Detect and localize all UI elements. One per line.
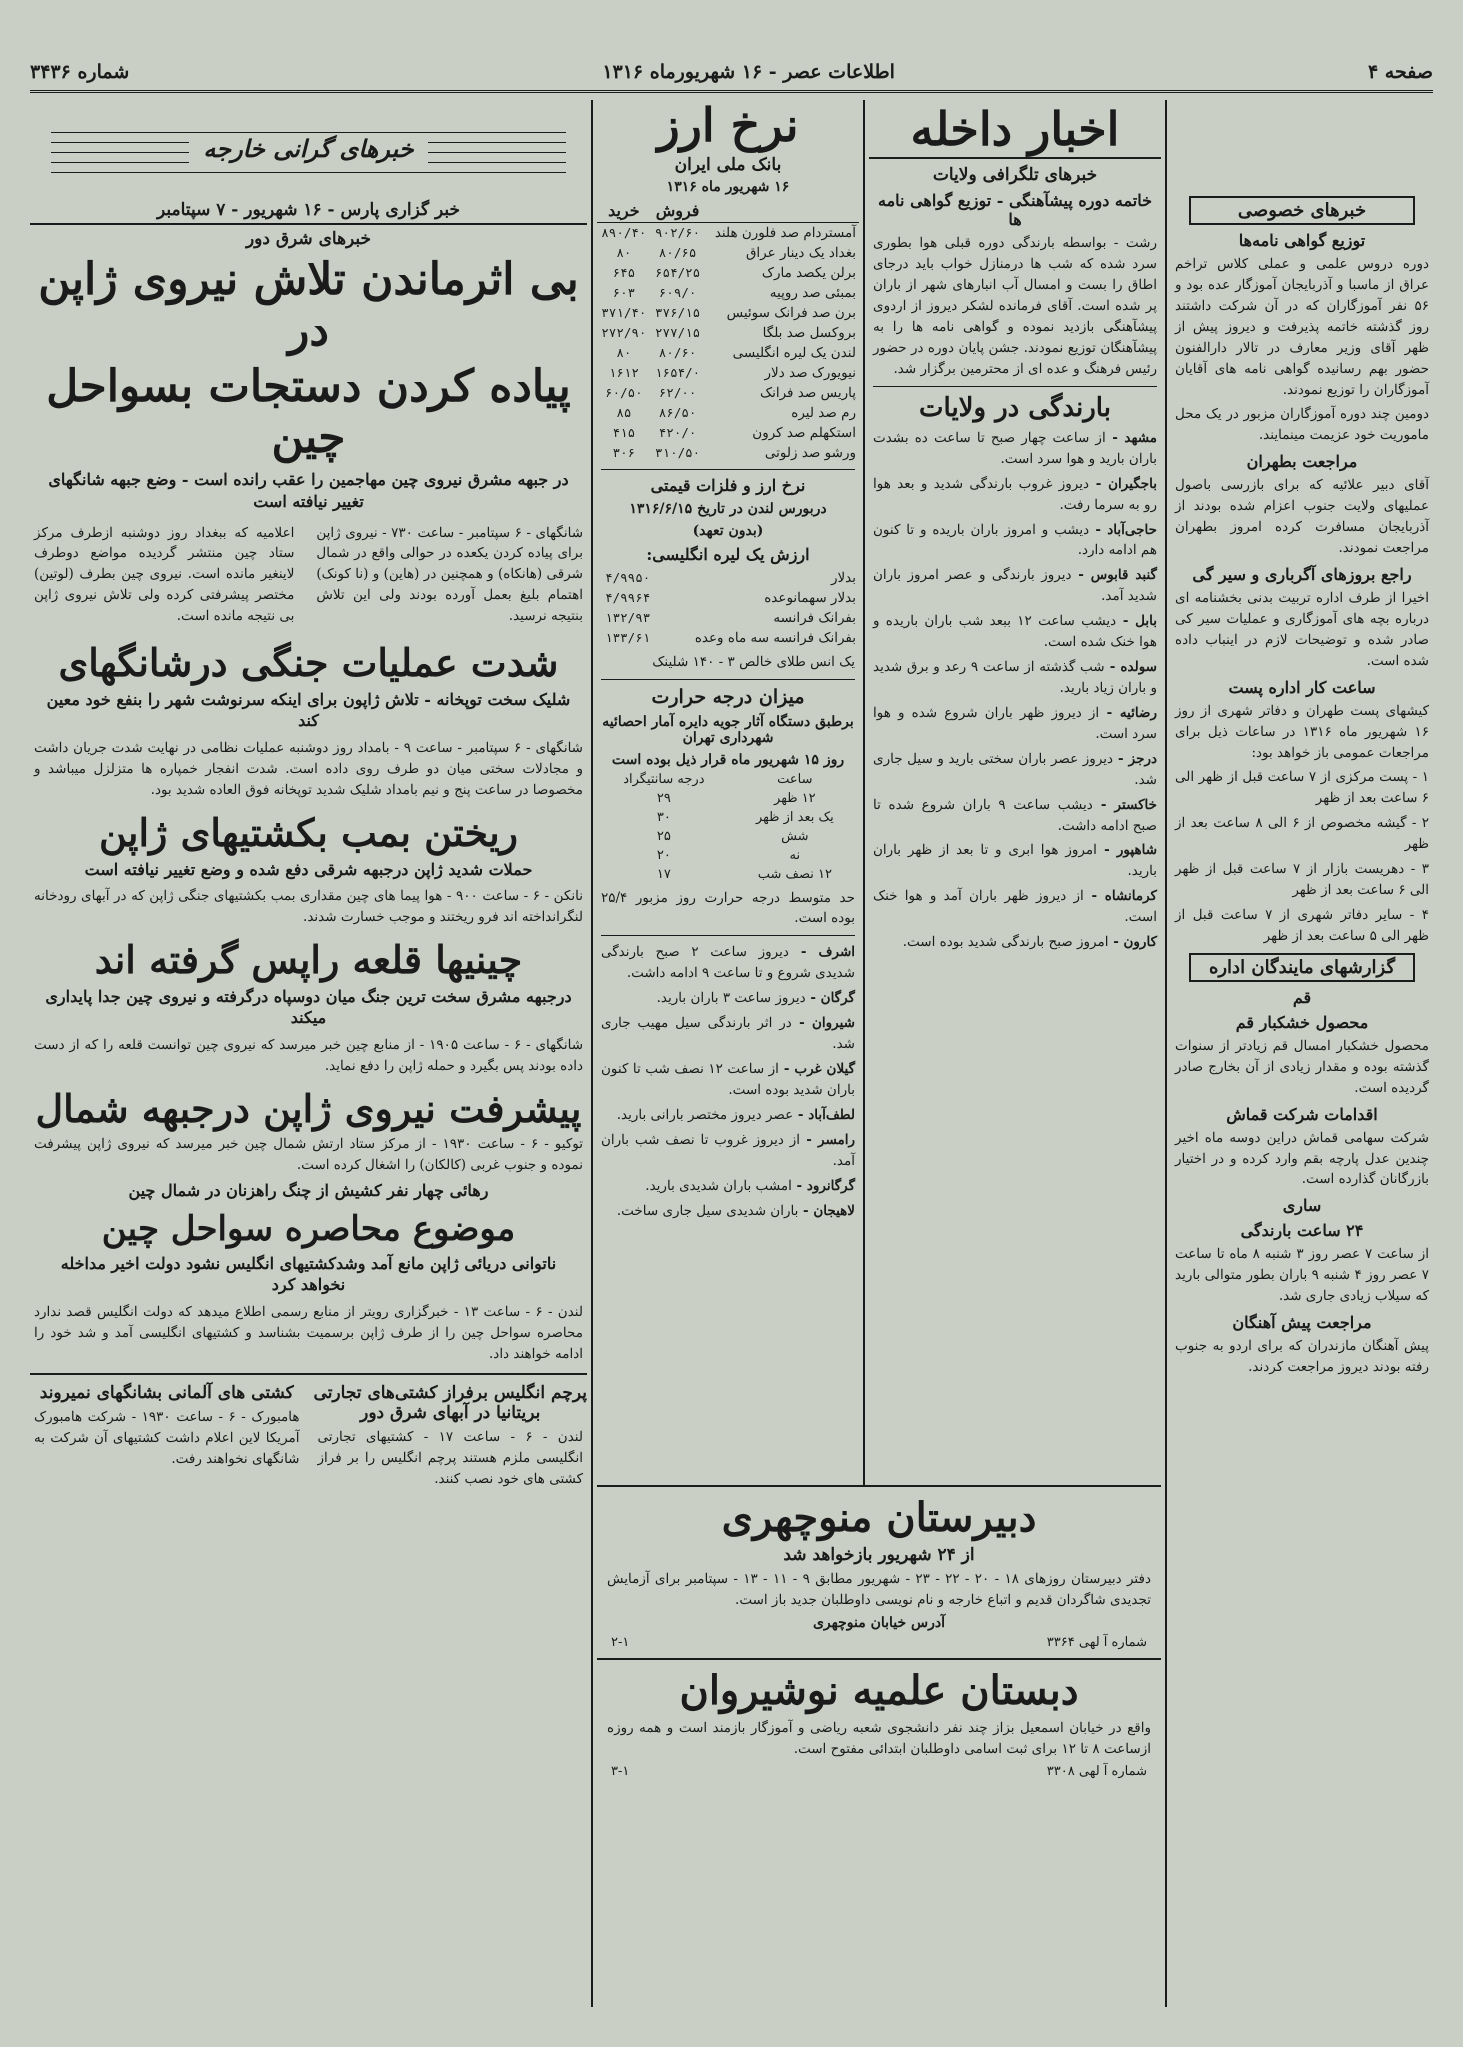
city-report: دیشب ساعت ۹ باران شروع شده تا صبح ادامه داشت. (873, 796, 1157, 834)
rate-sell: ۴۲۰/۰ (658, 425, 697, 441)
city-name: شاهپور - (1096, 842, 1158, 859)
city-name: کارون - (1108, 934, 1157, 951)
rates-date: ۱۶ شهریور ماه ۱۳۱۶ (666, 178, 790, 195)
table-row (597, 283, 859, 303)
list-item (873, 520, 1157, 562)
masthead (30, 54, 1433, 93)
article-body: نانکن - ۶ - ساعت ۹۰۰ - هوا پیما های چین مقداری بمب بکشتیهای جنگی ژاپن که در آبهای رودخانه لنگرانداخته اند فرو ریختند و موجب خسارت شدند. (34, 888, 584, 926)
divider (601, 469, 855, 470)
ad-footer (611, 1764, 1147, 1779)
list-item (873, 840, 1157, 882)
rate-sell: ۳۱۰/۵۰ (655, 445, 701, 461)
ad-manouchehri (597, 1487, 1161, 1658)
city-name: اشرف - (788, 944, 856, 961)
weather-note: حد متوسط درجه حرارت روز مزبور ۲۵/۴ بوده است. (601, 889, 855, 927)
city-report: امروز هوا ابری و تا بعد از ظهر باران بارید. (873, 842, 1157, 880)
rate-sell: ۶۰۹/۰ (658, 285, 697, 301)
rate-sell: ۶۵۴/۲۵ (655, 265, 701, 281)
city-report: دیشب ساعت ۱۲ ببعد شب باران باریده و هوا خنک شده است. (873, 613, 1157, 651)
col-header: درجه سانتیگراد (623, 771, 705, 787)
item-title: ۲۴ ساعت بارندگی (1240, 1221, 1364, 1241)
item-title: (بدون تعهد) (692, 522, 764, 539)
city-report: شب گذشته از ساعت ۹ رعد و برق شدید و باران زیاد بارید. (873, 659, 1157, 696)
city-report: دیروز عصر باران سختی بارید و سیل جاری شد. (873, 750, 1157, 788)
ad-number: شماره آ لهی ۳۳۰۸ (1046, 1763, 1147, 1779)
city-report: دیروز غروب بارندگی شدید و بعد هوا رو به سرما رفت. (873, 475, 1157, 513)
headline-deck: در جبهه مشرق نیروی چین مهاجمین را عقب رانده است - وضع جبهه شانگهای تغییر نیافته است (48, 470, 569, 511)
city-report: از دیروز ظهر باران شروع شده و هوا سرد است. (873, 704, 1157, 742)
article-body: شانگهای - ۶ سپتامبر - ساعت ۷۳۰ - نیروی ژاپن برای پیاده کردن یکعده در حوالی واقع در شمال شرقی (هانکاه) و همچنین در (هاین) و (نا کونک) اهتمام بلیغ بعمل آورده بودند ولی این تلاش بنتیجه نرسید. (316, 524, 584, 625)
pound-value: ۱۳۲/۹۳ (605, 610, 651, 626)
table-row (597, 263, 859, 283)
ads-area (597, 1485, 1161, 2007)
rate-sell: ۸۰/۶۵ (658, 245, 697, 261)
pound-label: بفرانک فرانسه (773, 609, 856, 626)
rate-currency: استکهلم صد کرون (752, 424, 856, 441)
item-title: دربورس لندن در تاریخ ۱۳۱۶/۶/۱۵ (629, 500, 827, 517)
rate-sell: ۲۷۷/۱۵ (655, 325, 701, 341)
table-row (597, 363, 859, 383)
rates-title: نرخ ارز (657, 100, 799, 152)
table-row (597, 588, 859, 608)
headline: موضوع محاصره سواحل چین (101, 1208, 516, 1249)
brief-body: لندن - ۶ - ساعت ۱۷ - کشتیهای تجارتی انگلیسی ملزم هستند پرچم انگلیس را بر فراز کشتی های خود نصب کنند. (317, 1428, 583, 1487)
temperature-table (597, 770, 859, 884)
city-name: کرمانشاه - (1083, 888, 1157, 905)
rate-currency: ورشو صد زلوتی (764, 444, 856, 461)
temp-time: نه (789, 847, 801, 863)
item-body: رشت - بواسطه بارندگی دوره قبلی هوا بطوری سرد شده که شب ها درمنازل خواب باید درجای اطاق را بست و امسال آب انبارهای شهر از باران پر شده است. آقای فرمانده لشکر دیروز از اردوی پیشآهنگی بازدید نموده و گواهی نامه ها را به پیشآهنگان توزیع نمودند. جشن پایان دوره در حضور رئیس فرهنگ و عده ای از محترمین برگزار شد. (873, 235, 1157, 377)
list-item (873, 428, 1157, 470)
item-body: اخیرا از طرف اداره تربیت بدنی بخشنامه ای درباره بچه های آموزگاری و عملیات سیر کی صادر شده و توضیحات لازم در اینباب داده شده است. (1175, 589, 1429, 669)
headline-deck: حملات شدید ژاپن درجبهه شرقی دفع شده و وضع تغییر نیافته است (84, 859, 533, 879)
pound-label: بدلار (830, 569, 856, 586)
list-item (873, 795, 1157, 837)
city-report: از ساعت ۱۲ نصف شب تا کنون باران شدید بوده است. (601, 1060, 855, 1098)
temp-time: شش (781, 828, 809, 844)
headline-deck: رهائی چهار نفر کشیش از چنگ راهزنان در شمال چین (128, 1181, 489, 1201)
item-body: از ساعت ۷ عصر روز ۳ شنبه ۸ ماه تا ساعت ۷ عصر روز ۴ شنبه ۹ باران بطور متوالی بارید که سیلاب زیادی جاری شد. (1175, 1246, 1429, 1305)
rate-buy: ۲۷۲/۹۰ (601, 325, 647, 341)
headline: بی اثرماندن تلاش نیروی ژاپن در (38, 254, 579, 356)
temp-value: ۲۹ (656, 790, 671, 806)
table-row (597, 383, 859, 403)
city-report: از دیروز ظهر باران آمد و هوا خنک است. (873, 888, 1157, 926)
bank-name: بانک ملی ایران (674, 154, 782, 175)
temp-value: ۳۰ (656, 809, 671, 825)
rate-currency: بمبئی صد روپیه (769, 284, 856, 301)
headline: پیاده کردن دستجات بسواحل چین (46, 361, 571, 463)
weather-date: روز ۱۵ شهریور ماه قرار ذیل بوده است (611, 751, 845, 768)
article-body: لندن - ۶ - ساعت ۱۳ - خبرگزاری رویتر از منابع رسمی اطلاع میدهد که دولت انگلیس قصد ندارد محاصره سواحل چین را از طرف ژاپن برسمیت بشناسد و کشتیهای انگلیسی آمد و شد خود را ادامه خواهند داد. (34, 1304, 583, 1362)
table-row (597, 827, 859, 846)
divider (601, 679, 855, 680)
city-name: لطف‌آباد - (793, 1106, 855, 1123)
pound-table (597, 568, 859, 648)
dateline: خبر گزاری پارس - ۱۶ شهریور - ۷ سپتامبر (30, 200, 587, 225)
rate-sell: ۶۲/۰۰ (658, 385, 697, 401)
item-title: راجع بروزهای آگرباری و سیر گی (1192, 564, 1412, 584)
rate-currency: بغداد یک دینار عراق (745, 244, 856, 261)
section-label: خبرهای تلگرافی ولایات (932, 165, 1098, 186)
rate-buy: ۶۴۵ (612, 265, 636, 281)
headline-deck: شلیک سخت توپخانه - تلاش ژاپون برای اینکه سرنوشت شهر را بنفع خود معین کند (46, 689, 571, 731)
rate-currency: پاریس صد فرانک (760, 384, 856, 401)
item-body: دومین چند دوره آموزگاران مزبور در یک محل ماموریت خود عزیمت مینمایند. (1175, 406, 1429, 444)
ad-address: آدرس خیابان منوچهری (812, 1614, 946, 1631)
list-item (873, 886, 1157, 928)
rate-buy: ۸۰ (616, 345, 632, 361)
section-label: گزارشهای مایندگان اداره (1189, 953, 1415, 982)
city-name: بابل - (1116, 613, 1158, 630)
city-report: دیروز بارندگی و عصر امروز باران شدید آمد. (873, 567, 1157, 605)
city-report: از دیروز غروب تا نصف شب باران آمد. (601, 1131, 855, 1169)
rate-currency: برلن یکصد مارک (761, 264, 856, 281)
city-name: رضائیه - (1099, 704, 1157, 721)
item-body: کیشهای پست طهران و دفاتر شهری از روز ۱۶ شهریور ماه ۱۳۱۶ در ساعات ذیل برای مراجعات عمومی باز خواهد بود: (1175, 702, 1430, 761)
article-body: شانگهای - ۶ - ساعت ۱۹۰۵ - از منابع چین خبر میرسد که نیروی چین توانست قلعه را که از دست داده بودند پس بگیرد و حمله ژاپن را دفع نماید. (34, 1036, 584, 1074)
rate-sell: ۱۶۵۴/۰ (655, 365, 701, 381)
col-header: خرید (597, 199, 651, 223)
list-item (601, 1013, 855, 1055)
city-report: در اثر بارندگی سیل مهیب جاری شد. (601, 1015, 855, 1053)
ad-code: ۳-۱ (611, 1763, 630, 1779)
item-body: پیش آهنگان مازندران که برای اردو به جنوب رفته بودند دیروز مراجعت کردند. (1175, 1338, 1429, 1376)
city-name: گرگانرود - (791, 1177, 855, 1194)
rate-sell: ۸۶/۵۰ (658, 405, 697, 421)
rate-buy: ۶۰/۵۰ (605, 385, 643, 401)
column-rule (591, 100, 593, 2007)
list-item (601, 1059, 855, 1101)
city-name: گنبد قابوس - (1071, 567, 1157, 584)
col-header (704, 199, 859, 223)
temp-time: ۱۲ نصف شب (757, 866, 832, 882)
item-title: قم (1292, 987, 1312, 1007)
item-title: ساری (1282, 1196, 1322, 1216)
rate-currency: لندن یک لیره انگلیسی (732, 344, 856, 361)
ad-number: شماره آ لهی ۳۳۶۴ (1046, 1634, 1147, 1650)
table-row (597, 303, 859, 323)
city-report: امشب باران شدیدی بارید. (645, 1177, 792, 1194)
list-item: ۲ - گیشه مخصوص از ۶ الی ۸ ساعت بعد از ظهر (1175, 815, 1429, 853)
rate-sell: ۸۰/۶۰ (658, 345, 697, 361)
col-header: فروش (651, 199, 705, 223)
table-row (597, 568, 859, 588)
city-name: سولده - (1104, 659, 1157, 676)
list-item (601, 1105, 855, 1126)
city-report: باران شدیدی سیل جاری ساخت. (616, 1202, 799, 1219)
rate-buy: ۸۵ (616, 405, 632, 421)
article-body: توکیو - ۶ - ساعت ۱۹۳۰ - از مرکز ستاد ارتش شمال چین خبر میرسد که نیروی ژاپن پیشرفت نموده و جنوب غربی (کالکان) را اشغال کرده است. (34, 1136, 584, 1174)
rate-currency: رم صد لیره (791, 404, 856, 421)
rate-buy: ۸۰ (616, 245, 632, 261)
section-label: خبرهای شرق دور (245, 229, 372, 249)
city-name: خاکستر - (1092, 796, 1157, 813)
brief-body: هامبورک - ۶ - ساعت ۱۹۳۰ - شرکت هامبورک آمریکا لاین اعلام داشت کشتیهای آن شرکت به شانگهای نخواهند رفت. (34, 1408, 300, 1467)
table-row (597, 443, 859, 463)
table-row (597, 608, 859, 628)
headline: چینیها قلعه راپس گرفته اند (94, 936, 523, 982)
rate-sell: ۹۰۲/۶۰ (655, 225, 701, 241)
weather-sub: برطبق دستگاه آثار جویه دایره آمار احصائیه شهرداری تهران (602, 713, 854, 746)
rate-currency: برن صد فرانک سوئیس (726, 304, 856, 321)
table-row (597, 789, 859, 808)
pound-label: بدلار سهمانوعده (764, 589, 856, 606)
rates-table (597, 199, 859, 463)
item-body: آقای دبیر علائیه که برای بازرسی باصول عملیهای ولایت جنوب اعزام شده بودند از آذربایجان مسافرت کرده امروز بطهران مراجعت نمودند. (1175, 477, 1429, 557)
city-report: دیروز ساعت ۳ باران بارید. (656, 990, 806, 1007)
list-item (601, 1176, 855, 1197)
list-item: ۱ - پست مرکزی از ۷ ساعت قبل از ظهر الی ۶ ساعت بعد از ظهر (1175, 769, 1429, 807)
item-title: ساعت کار اداره پست (1228, 677, 1376, 697)
list-item (873, 565, 1157, 607)
list-item (873, 703, 1157, 745)
temp-value: ۲۵ (656, 828, 671, 844)
temp-time: ۱۲ ظهر (774, 790, 816, 806)
ad-body: دفتر دبیرستان روزهای ۱۸ - ۲۰ - ۲۲ - ۲۳ - شهریور مطابق ۹ - ۱۱ - ۱۳ - سپتامبر برای آزمایش تجدیدی شاگردان قدیم و اتباع خارجه و نام نویسی داوطلبان جدید باز است. (607, 1571, 1151, 1608)
paper-title: اطلاعات عصر - ۱۶ شهریورماه ۱۳۱۶ (602, 61, 895, 83)
rate-buy: ۴۱۵ (612, 425, 636, 441)
rate-buy: ۶۰۳ (612, 285, 636, 301)
city-report: دیشب و امروز باران باریده و تا کنون هم ادامه دارد. (873, 521, 1157, 559)
city-name: گرگان - (805, 990, 855, 1007)
pound-value: ۴/۹۹۶۴ (605, 590, 651, 606)
issue-number: شماره ۳۴۳۶ (30, 61, 130, 83)
pound-value: ۱۳۳/۶۱ (605, 630, 651, 646)
item-body: شرکت سهامی قماش دراین دوسه ماه اخیر چندین عدل پارچه بقم وارد کرده و در اختیار بازرگانان گذارده است. (1175, 1129, 1429, 1188)
list-item (601, 1130, 855, 1172)
section-title: بارندگی در ولایات (919, 392, 1111, 423)
list-item (601, 1201, 855, 1222)
rate-currency: بروکسل صد بلگا (762, 324, 856, 341)
table-row (597, 403, 859, 423)
pound-value: ۴/۹۹۵۰ (605, 570, 651, 586)
rain-list (869, 428, 1161, 953)
list-item (873, 932, 1157, 953)
banner-title: خبرهای گرانی خارجه (189, 134, 427, 163)
headline-deck: درجبهه مشرق سخت ترین جنگ میان دوسپاه درگرفته و نیروی چین جدا پایداری میکند (45, 986, 572, 1028)
ad-footer (611, 1635, 1147, 1650)
city-name: لاهیجان - (798, 1202, 855, 1219)
item-title: نرخ ارز و فلزات قیمتی (650, 475, 806, 495)
ad-title: دبستان علمیه نوشیروان (679, 1666, 1079, 1714)
list-item (873, 611, 1157, 653)
section-label: خبرهای خصوصی (1189, 196, 1415, 225)
foreign-news-banner (30, 102, 587, 194)
divider (873, 386, 1157, 387)
rain-list (597, 942, 859, 1221)
list-item (873, 749, 1157, 791)
city-name: گیلان غرب - (778, 1060, 856, 1077)
table-row (597, 808, 859, 827)
rate-buy: ۱۶۱۲ (608, 365, 639, 381)
city-name: حاجی‌آباد - (1089, 521, 1157, 538)
item-title: توزیع گواهی نامه‌ها (1238, 231, 1366, 250)
col-header: ساعت (777, 771, 813, 787)
item-title: خاتمه دوره پیشآهنگی - توزیع گواهی نامه ها (878, 191, 1152, 230)
rate-currency: نیویورک صد دلار (764, 364, 856, 381)
rate-sell: ۳۷۶/۱۵ (655, 305, 701, 321)
item-title: مراجعت بطهران (1246, 452, 1358, 472)
city-name: مشهد - (1105, 429, 1157, 446)
list-item (601, 988, 855, 1009)
article-body: اعلامیه که ببغداد روز دوشنبه ازطرف مرکز ستاد چین منتشر گردیده مواضع دوطرف لاینغیر مانده است. نیروی چین بطرف (لوتین) مختصر پیشرفتی کرده ولی تلاش نیروی ژاپن بی نتیجه مانده است. (34, 524, 295, 625)
headline-deck: ناتوانی دریائی ژاپن مانع آمد وشدکشتیهای انگلیس نشود دولت اخیر مداخله نخواهد کرد (60, 1253, 557, 1295)
rate-currency: آمستردام صد فلورن هلند (714, 224, 856, 241)
city-name: شیروان - (791, 1015, 855, 1032)
table-row (597, 323, 859, 343)
table-row (597, 628, 859, 648)
headline: ریختن بمب بکشتیهای ژاپن (98, 809, 519, 855)
ad-anoushirvan (597, 1658, 1161, 1787)
list-item: ۳ - دهریست بازار از ۷ ساعت قبل از ظهر الی ۶ ساعت بعد از ظهر (1175, 861, 1429, 899)
rate-buy: ۳۰۶ (612, 445, 636, 461)
table-row (597, 846, 859, 865)
article-body: شانگهای - ۶ سپتامبر - ساعت ۹ - بامداد روز دوشنبه عملیات نظامی در نهایت شدت جریان داشت و مجادلات سختی میان دو طرف روی داده است. شدت انفجار خمپاره ها متزلزل میباشد و مخصوصا در ساعت پنج و نیم بامداد شلیک شدید توپخانه فوق العاده شدید بود. (34, 740, 583, 798)
pound-label: بفرانک فرانسه سه ماه وعده (694, 629, 856, 646)
city-name: باجگیران - (1089, 475, 1157, 492)
item-title: محصول خشکبار قم (1235, 1012, 1369, 1032)
ad-subtitle: از ۲۴ شهریور بازخواهد شد (783, 1545, 975, 1565)
temp-time: یک بعد از ظهر (755, 809, 834, 825)
city-report: دیروز ساعت ۲ صبح بارندگی شدیدی شروع و تا ساعت ۹ ادامه داشت. (601, 944, 855, 982)
list-item (601, 942, 855, 984)
table-row (597, 423, 859, 443)
gold-note: یک انس طلای خالص ۳ - ۱۴۰ شلینک (652, 653, 855, 670)
city-report: عصر دیروز مختصر بارانی بارید. (616, 1106, 794, 1123)
column-rule (1165, 100, 1167, 2007)
ad-code: ۲-۱ (611, 1634, 630, 1650)
rate-buy: ۸۹۰/۴۰ (601, 225, 647, 241)
temp-value: ۲۰ (656, 847, 671, 863)
rate-buy: ۳۷۱/۴۰ (601, 305, 647, 321)
item-body: دوره دروس علمی و عملی کلاس تراخم عراق از ماسبا و آذربایجان آموزگار عده بود و ۵۶ نفر آموزگاران که در آن شرکت داشتند روز گذشته خاتمه پذیرفت و دیروز پیش از ظهر آقای وزیر معارف در تالار دارالفنون حضور بهم رسانیده گواهی نامه های آقایان آموزگاران را توزیع نمودند. (1175, 256, 1429, 398)
column-foreign-news (30, 100, 587, 2007)
weather-title: میزان درجه حرارت (651, 685, 805, 708)
page-label: صفحه ۴ (1367, 61, 1433, 83)
headline: شدت عملیات جنگی درشانگهای (58, 640, 559, 686)
column-special-news (1171, 100, 1433, 2007)
table-row (597, 865, 859, 884)
temp-value: ۱۷ (656, 866, 671, 882)
item-body: محصول خشکبار امسال قم زیادتر از سنوات گذشته بوده و مقدار زیادی از آن بخارج صادر گردیده است. (1175, 1037, 1429, 1096)
ad-title: دبیرستان منوچهری (721, 1494, 1037, 1541)
city-name: درجز - (1113, 750, 1157, 767)
list-item (873, 474, 1157, 516)
section-logo: اخبار داخله (869, 102, 1161, 159)
item-title: مراجعت پیش آهنگان (1232, 1313, 1372, 1333)
ad-body: واقع در خیابان اسمعیل بزاز چند نفر دانشجوی شعبه ریاضی و آموزگار بازمند است و همه روزه ازساعت ۸ تا ۱۲ برای ثبت اسامی داوطلبان ابتدائی مفتوح است. (607, 1719, 1151, 1757)
city-name: رامسر - (799, 1131, 855, 1148)
brief-title: کشتی های آلمانی بشانگهای نمیروند (39, 1382, 294, 1403)
item-title: ارزش یک لیره انگلیسی: (646, 544, 810, 564)
divider (601, 935, 855, 936)
item-title: اقدامات شرکت قماش (1226, 1104, 1378, 1124)
city-report: از ساعت چهار صبح تا ساعت ده بشدت باران بارید و هوا سرد است. (873, 429, 1157, 467)
list-item (873, 657, 1157, 699)
city-report: امروز صبح بارندگی شدید بوده است. (902, 934, 1109, 951)
table-row (597, 243, 859, 263)
brief-title: پرچم انگلیس برفراز کشتی‌های تجارتی بریتانیا در آبهای شرق دور (313, 1382, 587, 1423)
table-row (597, 222, 859, 243)
column-rates (597, 100, 859, 1487)
table-row (597, 343, 859, 363)
headline: پیشرفت نیروی ژاپن درجبهه شمال (35, 1085, 582, 1131)
list-item: ۴ - سایر دفاتر شهری از ۷ ساعت قبل از ظهر الی ۵ ساعت بعد از ظهر (1175, 906, 1429, 944)
